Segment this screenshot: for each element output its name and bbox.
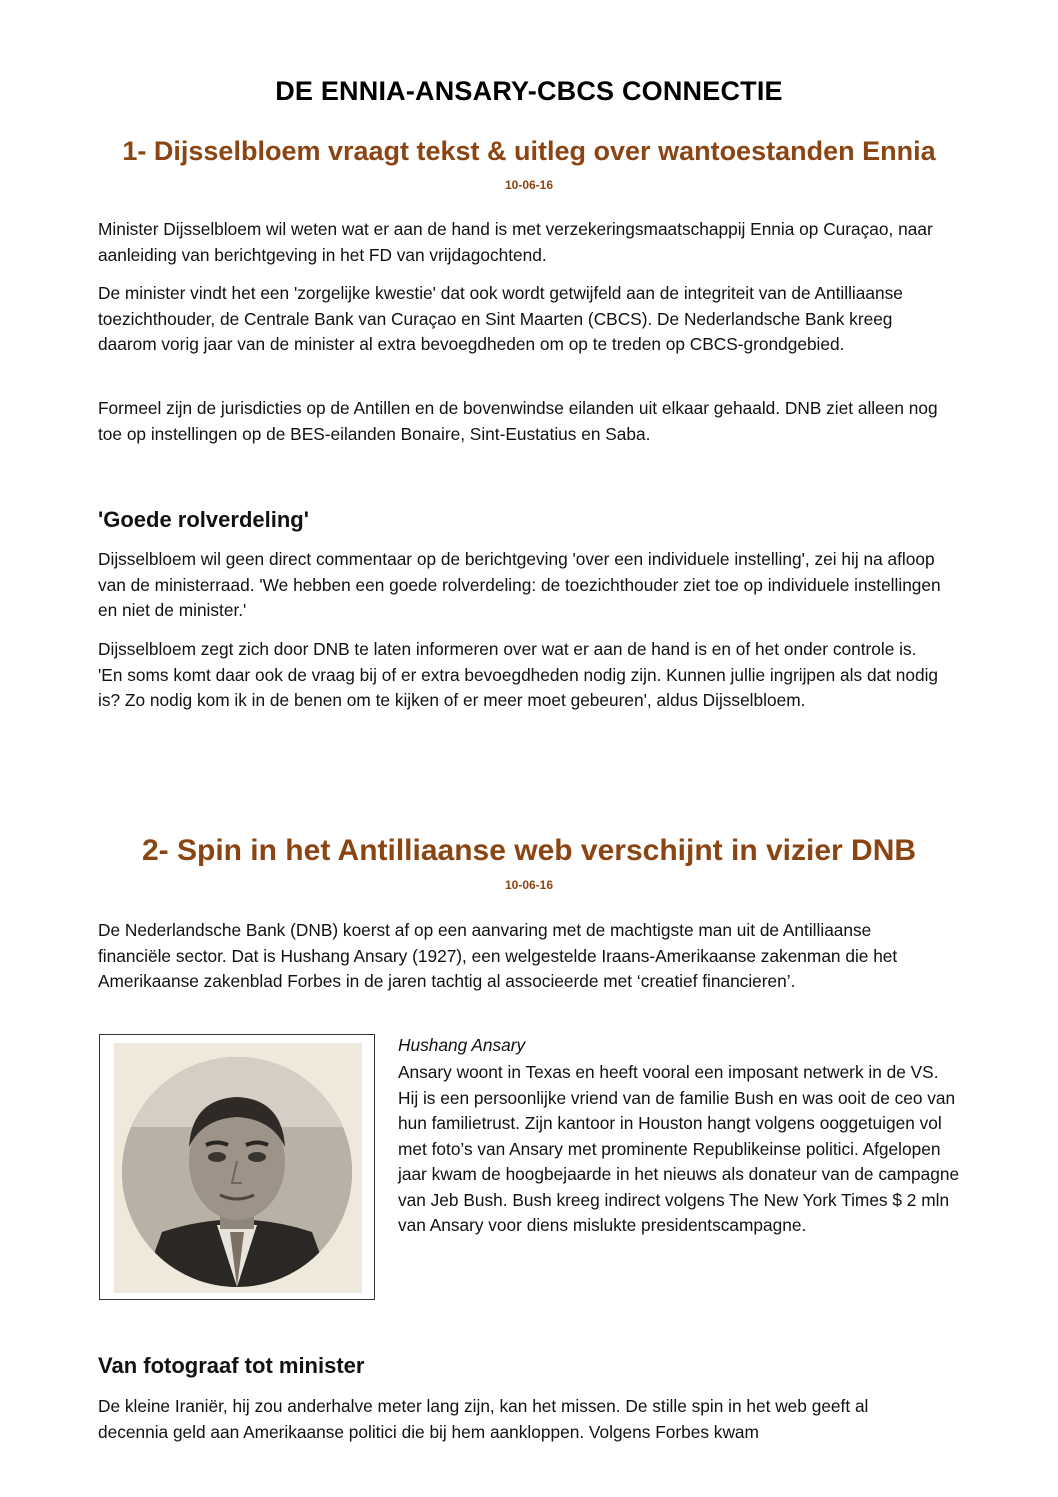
article-2-intro: De Nederlandsche Bank (DNB) koerst af op een aanvaring met de machtigste man uit de Antilliaanse financiële sector. Dat is Hushang Ansary (1927), een welgestelde Iraans-Amerikaanse zakenman die het Amerikaanse zakenblad Forbes in de jaren tachtig al associeerde met ‘creatief financieren’. bbox=[98, 920, 898, 991]
article-1-sub-paragraph-1: Dijsselbloem wil geen direct commentaar op de berichtgeving 'over een individuele instelling', zei hij na afloop van de ministerraad. 'We hebben een goede rolverdeling: de toezichthouder ziet toe op individuele instellingen en niet de minister.' bbox=[98, 549, 941, 620]
article-2-subheading: Van fotograaf tot minister bbox=[98, 1353, 365, 1378]
article-2-sub-paragraph: De kleine Iraniër, hij zou anderhalve meter lang zijn, kan het missen. De stille spin in het web geeft al decennia geld aan Amerikaanse politici die bij hem aankloppen. Volgens Forbes kwam bbox=[98, 1396, 869, 1442]
photo-background bbox=[114, 1043, 362, 1293]
article-2-title: 2- Spin in het Antilliaanse web verschijnt in vizier DNB bbox=[141, 834, 917, 867]
portrait-image bbox=[122, 1057, 352, 1287]
photo-caption-name: Hushang Ansary bbox=[398, 1035, 526, 1055]
article-1-paragraph-3: Formeel zijn de jurisdicties op de Antillen en de bovenwindse eilanden uit elkaar gehaald. DNB ziet alleen nog toe op instellingen op de BES-eilanden Bonaire, Sint-Eustatius en Saba. bbox=[98, 398, 938, 444]
document-title: DE ENNIA-ANSARY-CBCS CONNECTIE bbox=[275, 76, 783, 106]
article-1-title: 1- Dijsselbloem vraagt tekst & uitleg over wantoestanden Ennia bbox=[122, 136, 936, 166]
article-1-paragraph-1: Minister Dijsselbloem wil weten wat er aan de hand is met verzekeringsmaatschappij Ennia op Curaçao, naar aanleiding van berichtgeving in het FD van vrijdagochtend. bbox=[98, 219, 933, 265]
article-1-subheading: 'Goede rolverdeling' bbox=[98, 507, 309, 532]
article-1-sub-paragraph-2: Dijsselbloem zegt zich door DNB te laten informeren over wat er aan de hand is en of het onder controle is. 'En soms komt daar ook de vraag bij of er extra bevoegdheden nodig zijn. Kunnen jullie ingrijpen als dat nodig is? Zo nodig kom ik in de benen om te kijken of er meer moet gebeuren', aldus Dijsselbloem. bbox=[98, 639, 939, 710]
portrait-illustration bbox=[122, 1057, 352, 1287]
portrait-photo-frame bbox=[99, 1034, 375, 1300]
article-2-date: 10-06-16 bbox=[504, 878, 554, 892]
article-1-paragraph-2: De minister vindt het een 'zorgelijke kwestie' dat ook wordt getwijfeld aan de integriteit van de Antilliaanse toezichthouder, de Centrale Bank van Curaçao en Sint Maarten (CBCS). De Nederlandsche Bank kreeg daarom vorig jaar van de minister al extra bevoegdheden om op te treden op CBCS-grondgebied. bbox=[98, 283, 903, 354]
photo-caption-text: Ansary woont in Texas en heeft vooral een imposant netwerk in de VS. Hij is een persoonlijke vriend van de familie Bush en was ooit de ceo van hun familietrust. Zijn kantoor in Houston hangt volgens ooggetuigen vol met foto’s van Ansary met prominente Republikeinse politici. Afgelopen jaar kwam de hoogbejaarde in het nieuws als donateur van de campagne van Jeb Bush. Bush kreeg indirect volgens The New York Times $ 2 mln van Ansary voor diens mislukte presidentscampagne. bbox=[398, 1062, 960, 1235]
article-1-date: 10-06-16 bbox=[504, 178, 554, 192]
